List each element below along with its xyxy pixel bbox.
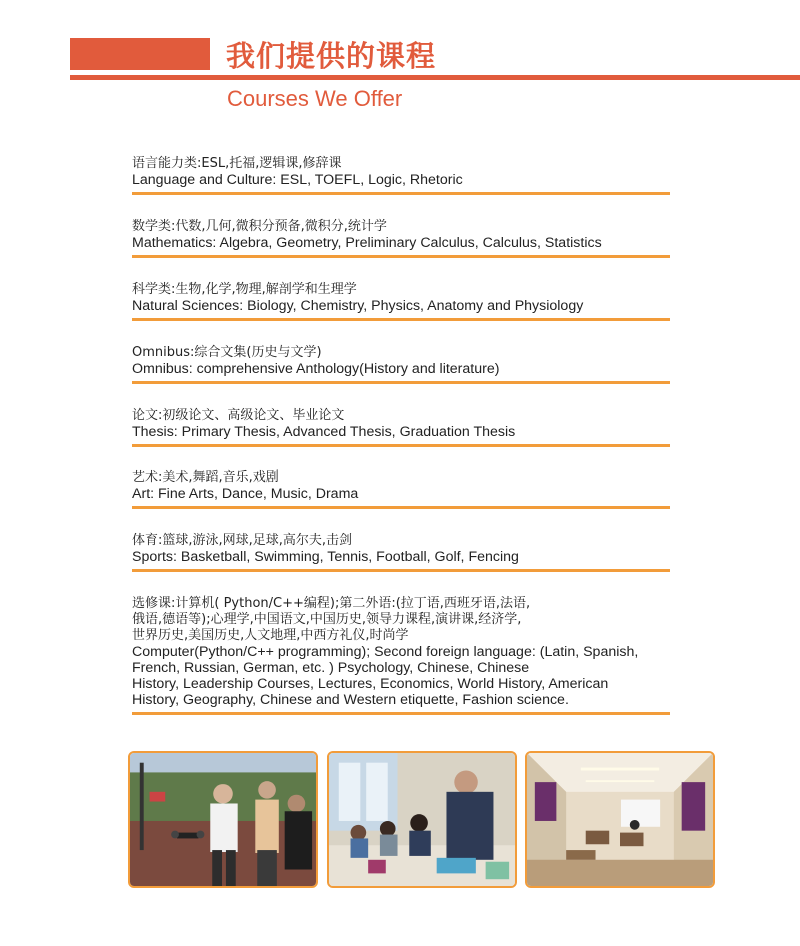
electives-en-line: Computer(Python/C++ programming); Second foreign language: (Latin, Spanish,	[132, 644, 639, 660]
photo-art-class	[327, 751, 517, 888]
course-section-mathematics	[132, 219, 712, 258]
photo-art-class-illustration	[329, 753, 515, 886]
electives-en-line: French, Russian, German, etc. ) Psychology, Chinese, Chinese	[132, 660, 530, 676]
section-title-en: Language and Culture: ESL, TOEFL, Logic, Rhetoric	[132, 172, 463, 188]
section-divider	[132, 506, 670, 509]
section-divider	[132, 255, 670, 258]
section-title-cn: 论文:初级论文、高级论文、毕业论文	[132, 408, 345, 423]
electives-en-line: History, Leadership Courses, Lectures, Economics, World History, American	[132, 676, 609, 692]
electives-cn-line: 世界历史,美国历史,人文地理,中西方礼仪,时尚学	[132, 628, 409, 643]
photo-classroom-illustration	[527, 753, 713, 886]
course-section-thesis	[132, 408, 712, 447]
section-divider	[132, 712, 670, 715]
section-title-en: Thesis: Primary Thesis, Advanced Thesis, Graduation Thesis	[132, 424, 516, 440]
course-section-science	[132, 282, 712, 321]
section-title-en: Natural Sciences: Biology, Chemistry, Physics, Anatomy and Physiology	[132, 298, 584, 314]
section-title-cn: 数学类:代数,几何,微积分预备,微积分,统计学	[132, 219, 387, 234]
section-title-en: Omnibus: comprehensive Anthology(History and literature)	[132, 361, 500, 377]
section-divider	[132, 192, 670, 195]
header-divider	[70, 75, 800, 80]
course-section-art	[132, 470, 712, 509]
page-title-cn: 我们提供的课程	[226, 39, 437, 73]
header-accent-block	[70, 38, 210, 70]
section-divider	[132, 444, 670, 447]
section-divider	[132, 318, 670, 321]
section-divider	[132, 569, 670, 572]
section-divider	[132, 381, 670, 384]
section-title-cn: 体育:篮球,游泳,网球,足球,高尔夫,击剑	[132, 533, 353, 548]
electives-cn-line: 俄语,德语等);心理学,中国语文,中国历史,领导力课程,演讲课,经济学,	[132, 612, 522, 627]
course-section-electives	[132, 596, 712, 715]
section-title-en: Sports: Basketball, Swimming, Tennis, Football, Golf, Fencing	[132, 549, 519, 565]
section-title-cn: 艺术:美术,舞蹈,音乐,戏剧	[132, 470, 279, 485]
course-section-language	[132, 156, 712, 195]
photo-outdoor-drone-illustration	[130, 753, 316, 886]
electives-cn-line: 选修课:计算机( Python/C++编程);第二外语:(拉丁语,西班牙语,法语,	[132, 596, 531, 611]
page-title-en: Courses We Offer	[227, 86, 403, 111]
section-title-en: Art: Fine Arts, Dance, Music, Drama	[132, 486, 359, 502]
section-title-en: Mathematics: Algebra, Geometry, Preliminary Calculus, Calculus, Statistics	[132, 235, 602, 251]
section-title-cn: 科学类:生物,化学,物理,解剖学和生理学	[132, 282, 357, 297]
course-section-omnibus	[132, 345, 712, 384]
photo-outdoor-drone	[128, 751, 318, 888]
course-section-sports	[132, 533, 712, 572]
section-title-cn: Omnibus:综合文集(历史与文学)	[132, 345, 322, 360]
electives-en-line: History, Geography, Chinese and Western etiquette, Fashion science.	[132, 692, 569, 708]
section-title-cn: 语言能力类:ESL,托福,逻辑课,修辞课	[132, 156, 342, 171]
photo-classroom	[525, 751, 715, 888]
